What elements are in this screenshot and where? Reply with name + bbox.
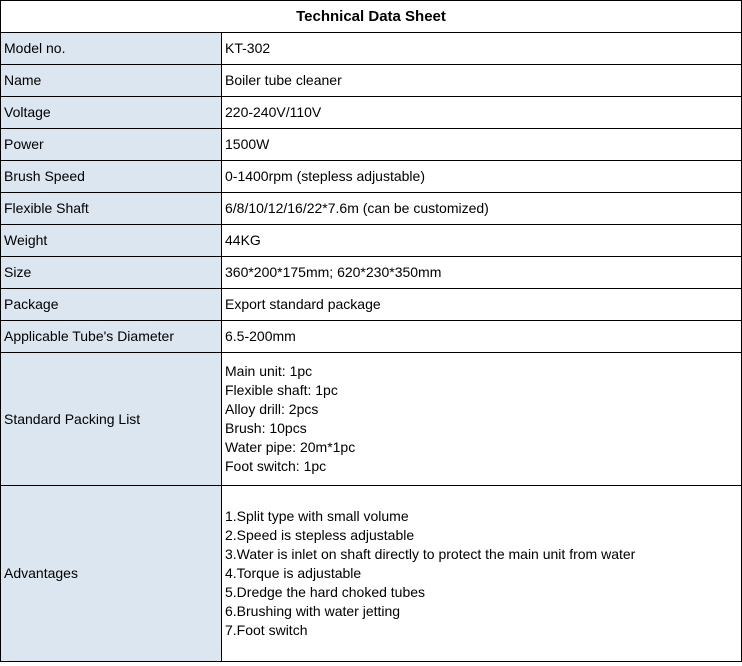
row-value-flexible-shaft: 6/8/10/12/16/22*7.6m (can be customized)	[222, 193, 742, 225]
row-value-weight: 44KG	[222, 225, 742, 257]
row-label-weight: Weight	[1, 225, 222, 257]
advantage-item: 7.Foot switch	[225, 622, 308, 638]
table-row	[1, 129, 742, 161]
advantages-values	[222, 486, 742, 662]
table-row	[1, 65, 742, 97]
table-row	[1, 257, 742, 289]
table-row	[1, 289, 742, 321]
row-label-voltage: Voltage	[1, 97, 222, 129]
table-row	[1, 97, 742, 129]
row-value-model: KT-302	[222, 33, 742, 65]
packing-item: Flexible shaft: 1pc	[225, 382, 338, 398]
packing-list-values	[222, 353, 742, 486]
packing-item: Alloy drill: 2pcs	[225, 401, 319, 417]
packing-item: Brush: 10pcs	[225, 420, 307, 436]
advantage-item: 1.Split type with small volume	[225, 508, 409, 524]
row-value-package: Export standard package	[222, 289, 742, 321]
row-label-tube-diameter: Applicable Tube's Diameter	[1, 321, 222, 353]
row-value-brush-speed: 0-1400rpm (stepless adjustable)	[222, 161, 742, 193]
table-row-advantages	[1, 486, 742, 662]
row-label-flexible-shaft: Flexible Shaft	[1, 193, 222, 225]
row-label-power: Power	[1, 129, 222, 161]
table-row	[1, 321, 742, 353]
row-label-package: Package	[1, 289, 222, 321]
advantage-item: 2.Speed is stepless adjustable	[225, 527, 415, 543]
row-label-packing-list: Standard Packing List	[1, 353, 222, 486]
advantage-item: 3.Water is inlet on shaft directly to protect the main unit from water	[225, 546, 636, 562]
sheet-title: Technical Data Sheet	[1, 1, 742, 33]
row-label-name: Name	[1, 65, 222, 97]
row-label-model: Model no.	[1, 33, 222, 65]
row-value-name: Boiler tube cleaner	[222, 65, 742, 97]
table-row	[1, 193, 742, 225]
table-row	[1, 225, 742, 257]
table-row-packing-list	[1, 353, 742, 486]
packing-item: Main unit: 1pc	[225, 363, 313, 379]
row-label-brush-speed: Brush Speed	[1, 161, 222, 193]
row-value-power: 1500W	[222, 129, 742, 161]
advantage-item: 5.Dredge the hard choked tubes	[225, 584, 426, 600]
table-row	[1, 161, 742, 193]
row-label-advantages: Advantages	[1, 486, 222, 662]
row-value-tube-diameter: 6.5-200mm	[222, 321, 742, 353]
table-row	[1, 33, 742, 65]
packing-item: Water pipe: 20m*1pc	[225, 439, 356, 455]
advantage-item: 6.Brushing with water jetting	[225, 603, 401, 619]
table-header-row	[1, 1, 742, 33]
row-label-size: Size	[1, 257, 222, 289]
packing-item: Foot switch: 1pc	[225, 458, 327, 474]
row-value-size: 360*200*175mm; 620*230*350mm	[222, 257, 742, 289]
row-value-voltage: 220-240V/110V	[222, 97, 742, 129]
advantage-item: 4.Torque is adjustable	[225, 565, 362, 581]
